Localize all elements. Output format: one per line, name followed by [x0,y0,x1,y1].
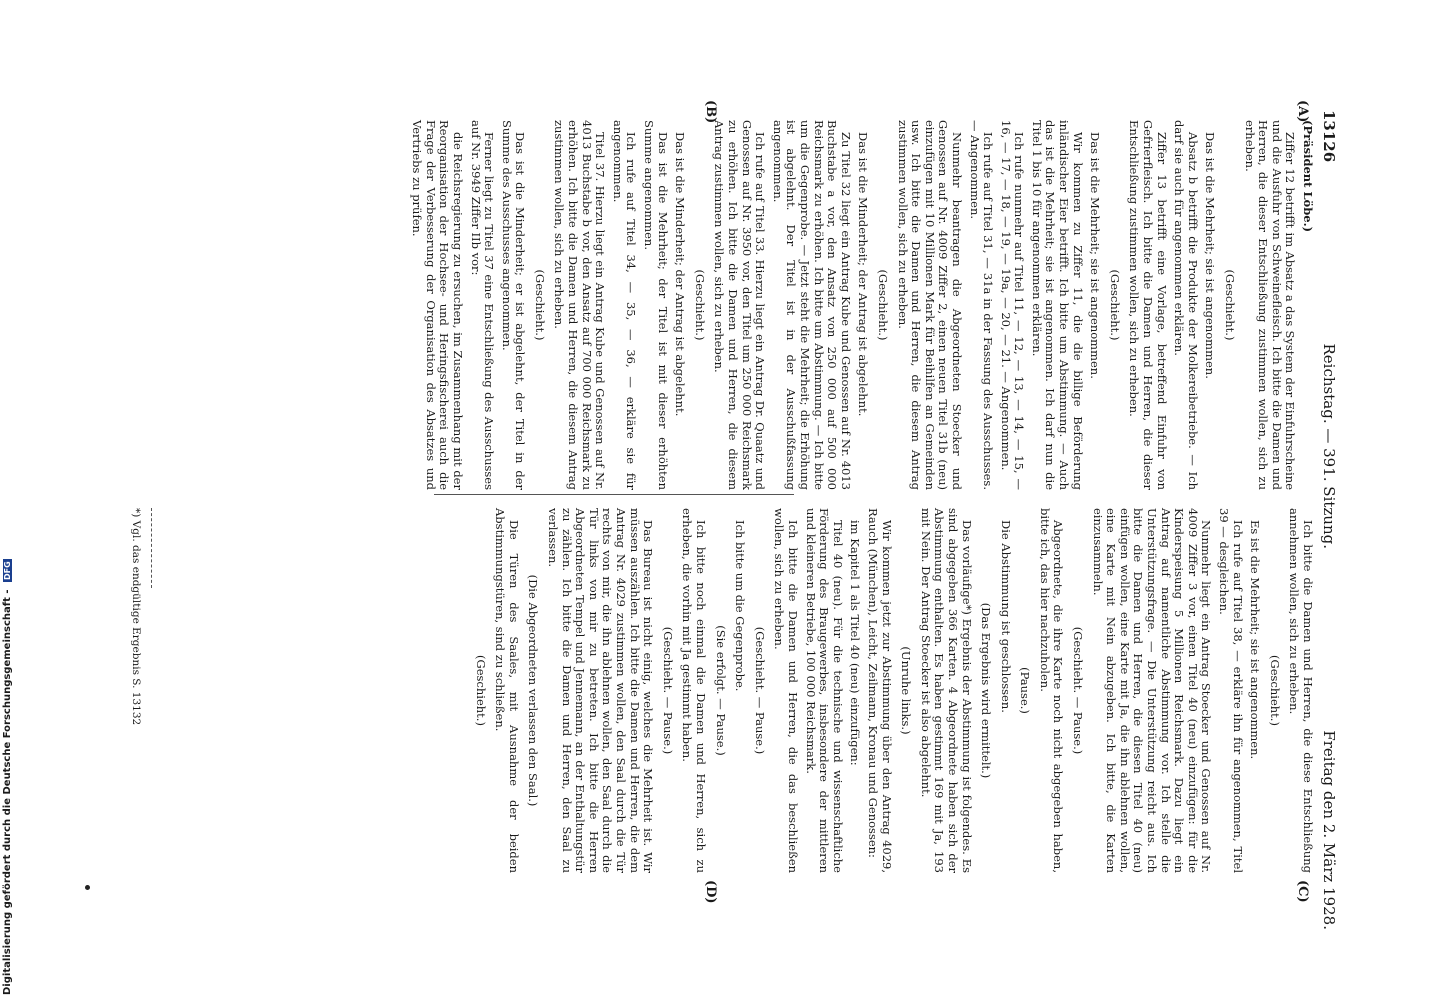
right-column [467,508,1314,873]
stage-direction: (Geschieht.) [1267,655,1282,726]
stage-direction: (Geschieht.) [473,655,488,726]
paragraph: im Kapitel 1 als Titel 40 (neu) einzufügen: [848,520,863,766]
paragraph: Ich bitte die Damen und Herren, die das beschließen wollen, sich zu erheben. [772,508,800,873]
paragraph: Das ist die Minderheit; der Antrag ist abgelehnt. [856,132,871,417]
stage-direction: (Geschieht. — Pause.) [660,626,675,755]
stage-direction: (Geschieht.) [1107,269,1122,341]
footnote-rule [151,508,152,588]
paragraph: Ich rufe nunmehr auf Titel 11, — 12, — 13, — 14, — 15, — 16, — 17, — 18, — 19, — 19a, — 20, — 21. — Angenommen. [998,120,1027,490]
stage-direction: (Unruhe links.) [899,646,914,735]
page-number: 13126 [1320,110,1338,163]
stage-direction: (Das Ergebnis wird ermittelt.) [979,602,994,779]
paragraph: Ich rufe auf Titel 33. Hierzu liegt ein Antrag Dr. Quaatz und Genossen auf Nr. 3950 vor, den Titel um 250 000 Reichsmark zu erhöhen. Ich bitte die Damen und Herren, die diesem Antrag zustimmen wollen, sich zu erheben. [712,120,768,490]
paragraph: Ziffer 13 betrifft eine Vorlage, betreffend Einfuhr von Gefrierfleisch. Ich bitte die Damen und Herren, die dieser Entschließung zustimmen wollen, sich zu erheben. [1127,120,1169,490]
paragraph: Absatz b betrifft die Produkte der Molkereibetriebe. — Ich darf sie auch für angenommen erklären. [1172,120,1200,490]
margin-mark-c: (C) [1295,880,1310,903]
paragraph: Wir kommen zu Ziffer 11, die die billige Beförderung inländischer Eier betrifft. Ich bitte um Abstimmung. — Auch das ist die Mehrheit; sie ist angenommen. Ich darf nun die Titel 1 bis 10 für angenommen erklären. [1029,120,1085,490]
paragraph: Ich bitte um die Gegenprobe. [733,520,748,692]
speaker-name: (Präsident Löbe.) [1301,120,1315,233]
paragraph: Ziffer 12 betrifft im Absatz a das System der Einfuhrscheine und die Ausfuhr von Schweinefleisch. Ich bitte die Damen und Herren, die dieser Entschließung zustimmen wollen, sich zu erheben. [1242,120,1298,490]
stage-direction: (Pause.) [1018,667,1033,714]
paragraph: Nunmehr beantragen die Abgeordneten Stoecker und Genossen auf Nr. 4009 Ziffer 2, einen neuen Titel 31b (neu) einzufügen mit 10 Millionen Mark für Beihilfen an Gemeinden usw. Ich bitte die Damen und Herren, die diesem Antrag zustimmen wollen, sich zu erheben. [895,120,964,490]
stage-direction: (Geschieht.) [692,269,707,341]
stage-direction: (Geschieht. — Pause.) [752,626,767,755]
stage-direction: (Die Abgeordneten verlassen den Saal.) [526,574,541,807]
paragraph: Ich rufe auf Titel 38, — erkläre ihn für angenommen, Titel 39 — desgleichen. [1217,508,1245,873]
paragraph: Ich bitte noch einmal die Damen und Herren, sich zu erheben, die vorhin mit Ja gestimmt haben. [680,508,709,873]
paragraph: Wir kommen jetzt zur Abstimmung über den Antrag 4029, Rauch (München), Leicht, Zeilmann, Kronau und Genossen: [865,508,894,873]
paragraph: Das ist die Minderheit; der Antrag ist abgelehnt. [673,132,688,417]
margin-mark-b: (B) [703,100,718,124]
footnote: *) Vgl. das endgültige Ergebnis S. 13132 [130,508,142,726]
paragraph: Nunmehr liegt ein Antrag Stoecker und Genossen auf Nr. 4009 Ziffer 3 vor, einen Titel 40 (neu) einzufügen: für die Kinderspeisung 5 Millionen Reichsmark. Dazu liegt ein Antrag auf namentliche Abstimmung vor. Ich stelle die Unterstützungsfrage. — Die Unterstützung reicht aus. Ich bitte die Damen und Herren, die diesen Titel 40 (neu) einfügen wollen, eine Karte mit Ja, die ihn ablehnen wollen, eine Karte mit Nein abzugeben. Ich bitte, die Karten einzusammeln. [1090,508,1214,873]
session-title: Reichstag. — 391. Sitzung. [1320,343,1338,549]
page-header [1318,110,1338,930]
paragraph: Die Abstimmung ist geschlossen. [998,520,1013,713]
margin-mark-a: (A) [1295,100,1310,123]
stage-direction: (Geschieht.) [532,269,547,341]
bullet-dot [85,885,90,890]
paragraph: Ich bitte die Damen und Herren, die diese Entschließung annehmen wollen, sich zu erheben. [1287,508,1315,873]
paragraph: Titel 37. Hierzu liegt ein Antrag Kube und Genossen auf Nr. 4013 Buchstabe b vor, den Ansatz auf 700 000 Reichsmark zu erhöhen. Ich bitte die Damen und Herren, die diesem Antrag zustimmen wollen, sich zu erheben. [552,120,608,490]
paragraph: die Reichsregierung zu ersuchen, im Zusammenhang mit der Reorganisation der Hochsee- und Heringsfischerei auch die Frage der Verbesserung der Organisation des Absatzes und Vertriebs zu prüfen. [410,120,465,490]
side-credit-text: Digitalisierung gefördert durch die Deutsche Forschungsgemeinschaft - [2,589,13,995]
stage-direction: (Geschieht.) [875,269,890,341]
paragraph: Das Bureau ist nicht einig, welches die Mehrheit ist. Wir müssen auszählen. Ich bitte die Damen und Herren, die dem Antrag Nr. 4029 zustimmen wollen, den Saal durch die Tür rechts von mir, die ihn ablehnen wollen, den Saal durch die Tür links von mir zu betreten. Ich bitte die Herren Abgeordneten Tempel und Jennemann, an der Enthaltungstür zu zählen. Ich bitte die Damen und Herren, den Saal zu verlassen. [546,508,656,873]
left-column [406,120,1314,490]
paragraph: Das vorläufige*) Ergebnis der Abstimmung ist folgendes. Es sind abgegeben 366 Karten. 4 Abgeordnete haben sich der Abstimmung enthalten. Es haben gestimmt 169 mit Ja, 193 mit Nein. Der Antrag Stoecker ist also abgelehnt. [918,508,974,873]
paragraph: Die Türen des Saales, mit Ausnahme der beiden Abstimmungstüren, sind zu schließen. [493,508,521,873]
paragraph: Das ist die Mehrheit; sie ist angenommen. [1088,132,1103,379]
paragraph: Abgeordnete, die ihre Karte noch nicht abgegeben haben, bitte ich, das hier nachzuholen. [1037,508,1066,873]
paragraph: Das ist die Mehrheit; sie ist angenommen. [1203,132,1218,379]
margin-mark-d: (D) [703,880,718,904]
stage-direction: (Geschieht. — Pause.) [1071,626,1086,755]
stage-direction: (Sie erfolgt. — Pause.) [713,625,728,756]
paragraph: Das ist die Mehrheit; der Titel ist mit dieser erhöhten Summe angenommen. [642,120,670,490]
paragraph: Ich rufe auf Titel 34, — 35, — 36, — erkläre sie für angenommen. [610,120,639,490]
paragraph: Ferner liegt zu Titel 37 eine Entschließung des Ausschusses auf Nr. 3949 Ziffer IIb vor: [468,120,497,490]
stage-direction: (Geschieht.) [1223,269,1238,341]
column-divider [434,494,794,495]
session-date: Freitag den 2. März 1928. [1320,730,1338,930]
paragraph: Titel 40 (neu). Für die technische und wissenschaftliche Förderung des Braugewerbes, insbesondere der mittleren und kleineren Betriebe, 100 000 Reichsmark. [803,508,845,873]
paragraph: Es ist die Mehrheit; sie ist angenommen. [1248,520,1263,760]
paragraph: Das ist die Minderheit; er ist abgelehnt, der Titel in der Summe des Ausschusses angenommen. [499,120,528,490]
paragraph: Ich rufe auf Titel 31, — 31a in der Fassung des Ausschusses. — Angenommen. [967,120,996,490]
dfg-logo: DFG [3,561,12,580]
paragraph: Zu Titel 32 liegt ein Antrag Kube und Genossen auf Nr. 4013 Buchstabe a vor, den Ansatz von 250 000 auf 500 000 Reichsmark zu erhöhen. Ich bitte um Abstimmung. — Ich bitte um die Gegenprobe. — Jetzt steht die Mehrheit; die Erhöhung ist abgelehnt. Der Titel ist in der Ausschußfassung angenommen. [770,120,853,490]
side-credit-strip [0,0,20,1000]
